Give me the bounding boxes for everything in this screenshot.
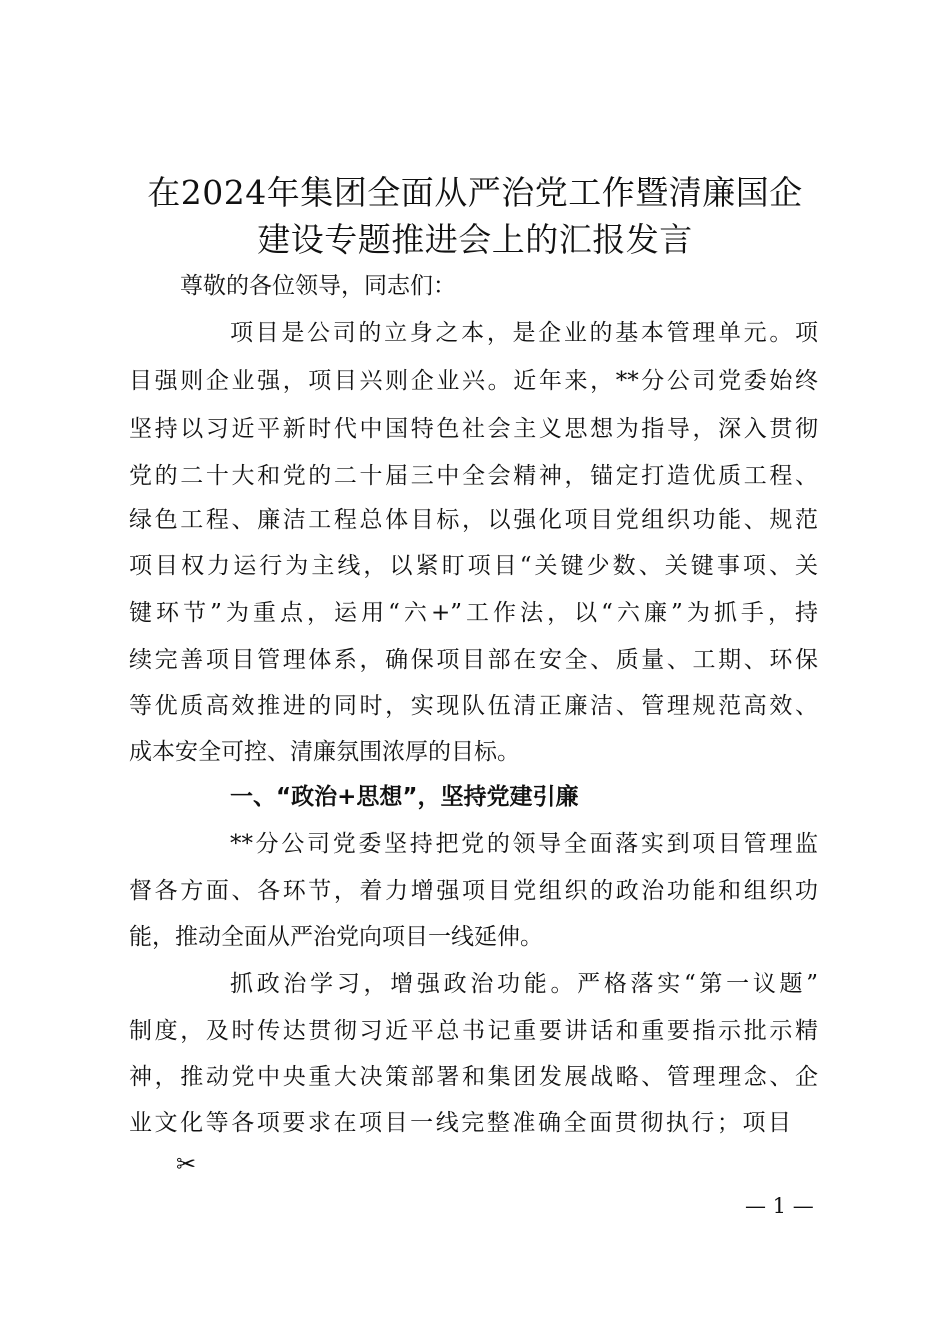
paragraph-line: 抓政治学习，增强政治功能。严格落实“第一议题” [230, 971, 818, 997]
scissors-icon: ✂ [176, 1150, 197, 1178]
section-heading: 一、“政治+思想”，坚持党建引廉 [230, 784, 579, 810]
document-title-line-1: 在2024年集团全面从严治党工作暨清廉国企 [147, 173, 803, 212]
salutation: 尊敬的各位领导，同志们： [180, 273, 456, 299]
paragraph-line: 督各方面、各环节，着力增强项目党组织的政治功能和组织功 [129, 878, 818, 904]
paragraph-line: 目强则企业强，项目兴则企业兴。近年来，**分公司党委始终 [129, 368, 818, 394]
paragraph-line: 党的二十大和党的二十届三中全会精神，锚定打造优质工程、 [129, 463, 818, 489]
paragraph-line: 坚持以习近平新时代中国特色社会主义思想为指导，深入贯彻 [129, 416, 818, 442]
paragraph-line: 制度，及时传达贯彻习近平总书记重要讲话和重要指示批示精 [129, 1018, 818, 1044]
paragraph-line: 成本安全可控、清廉氛围浓厚的目标。 [129, 739, 520, 765]
paragraph-line: 项目权力运行为主线，以紧盯项目“关键少数、关键事项、关 [129, 553, 818, 579]
paragraph-line: 业文化等各项要求在项目一线完整准确全面贯彻执行；项目 [129, 1110, 791, 1136]
paragraph-line: 键环节”为重点，运用“六+”工作法，以“六廉”为抓手，持 [129, 600, 818, 626]
paragraph-line: 项目是公司的立身之本，是企业的基本管理单元。项 [230, 320, 818, 346]
paragraph-line: 绿色工程、廉洁工程总体目标，以强化项目党组织功能、规范 [129, 507, 818, 533]
paragraph-line: 神，推动党中央重大决策部署和集团发展战略、管理理念、企 [129, 1064, 818, 1090]
paragraph-line: **分公司党委坚持把党的领导全面落实到项目管理监 [230, 831, 818, 857]
paragraph-line: 能，推动全面从严治党向项目一线延伸。 [129, 924, 543, 950]
page-number: — 1 — [745, 1194, 814, 1218]
document-title-line-2: 建设专题推进会上的汇报发言 [257, 220, 693, 259]
paragraph-line: 续完善项目管理体系，确保项目部在安全、质量、工期、环保 [129, 647, 818, 673]
paragraph-line: 等优质高效推进的同时，实现队伍清正廉洁、管理规范高效、 [129, 693, 818, 719]
